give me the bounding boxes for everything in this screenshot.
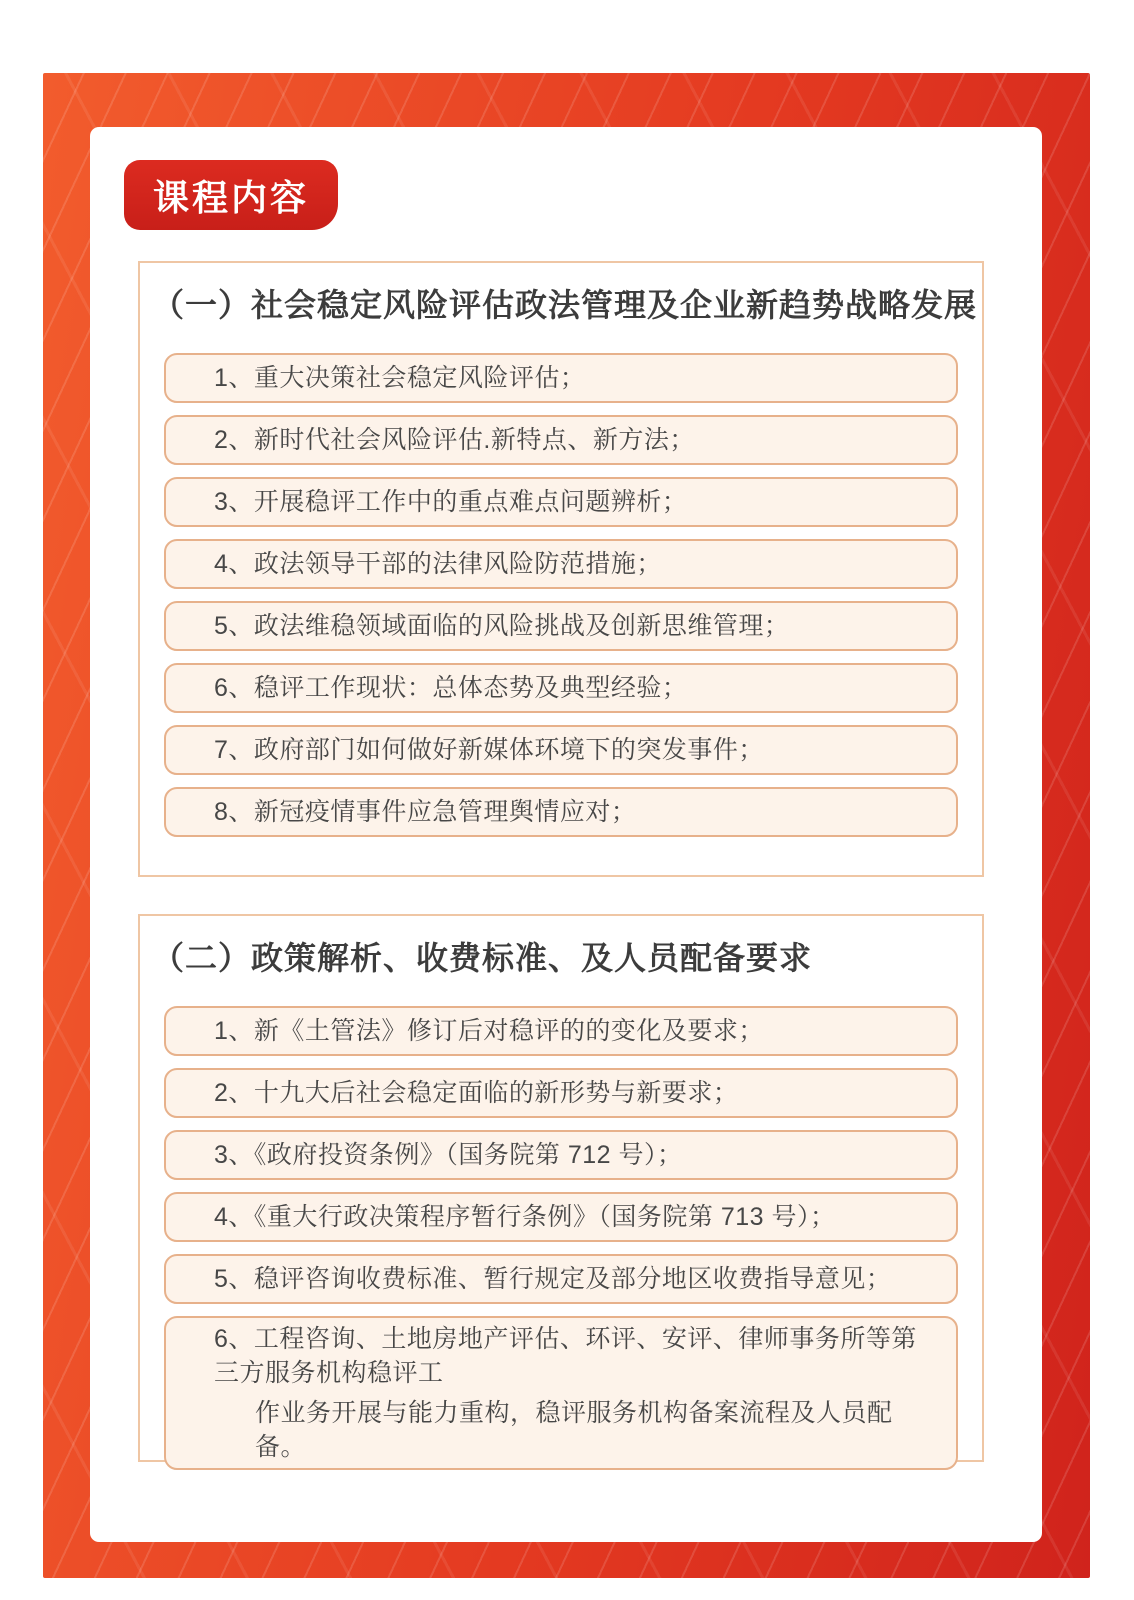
course-item — [164, 787, 958, 837]
course-item — [164, 353, 958, 403]
section-panel-2 — [138, 914, 984, 1462]
course-item-text: 2、新时代社会风险评估.新特点、新方法； — [214, 426, 695, 454]
course-item — [164, 1068, 958, 1118]
course-content-badge — [124, 160, 338, 230]
badge-label: 课程内容 — [152, 176, 309, 218]
course-item — [164, 539, 958, 589]
course-item-text: 1、新《土管法》修订后对稳评的的变化及要求； — [214, 1017, 764, 1045]
section-1-title: （一）社会稳定风险评估政法管理及企业新趋势战略发展 — [152, 287, 978, 323]
course-item-text: 3、开展稳评工作中的重点难点问题辨析； — [214, 488, 688, 516]
course-item — [164, 601, 958, 651]
course-item — [164, 1006, 958, 1056]
course-item-text: 4、政法领导干部的法律风险防范措施； — [214, 550, 662, 578]
course-item-text: 2、十九大后社会稳定面临的新形势与新要求； — [214, 1079, 739, 1107]
course-item-text: 7、政府部门如何做好新媒体环境下的突发事件； — [214, 736, 764, 764]
course-item-text-line1: 6、工程咨询、土地房地产评估、环评、安评、律师事务所等第三方服务机构稳评工 — [214, 1325, 917, 1387]
course-item — [164, 663, 958, 713]
course-item-text: 3、《政府投资条例》（国务院第 712 号）； — [214, 1141, 683, 1169]
course-item — [164, 415, 958, 465]
section-2-title: （二）政策解析、收费标准、及人员配备要求 — [152, 940, 813, 976]
course-item-text: 8、新冠疫情事件应急管理舆情应对； — [214, 798, 637, 826]
course-item-text-line2: 作业务开展与能力重构，稳评服务机构备案流程及人员配备。 — [255, 1399, 893, 1461]
section-2-items — [140, 1006, 982, 1470]
course-item — [164, 477, 958, 527]
course-item — [164, 1254, 958, 1304]
section-1-items — [140, 353, 982, 837]
course-item-text: 4、《重大行政决策程序暂行条例》（国务院第 713 号）； — [214, 1203, 836, 1231]
red-border-frame — [43, 73, 1090, 1578]
course-item-text: 1、重大决策社会稳定风险评估； — [214, 364, 586, 392]
course-item-two-line — [164, 1316, 958, 1470]
course-item-text: 5、政法维稳领域面临的风险挑战及创新思维管理； — [214, 612, 790, 640]
course-item — [164, 725, 958, 775]
course-item-text: 5、稳评咨询收费标准、暂行规定及部分地区收费指导意见； — [214, 1265, 892, 1293]
section-panel-1 — [138, 261, 984, 877]
content-card — [90, 127, 1042, 1542]
course-item-text: 6、稳评工作现状：总体态势及典型经验； — [214, 674, 688, 702]
course-item — [164, 1192, 958, 1242]
course-item — [164, 1130, 958, 1180]
